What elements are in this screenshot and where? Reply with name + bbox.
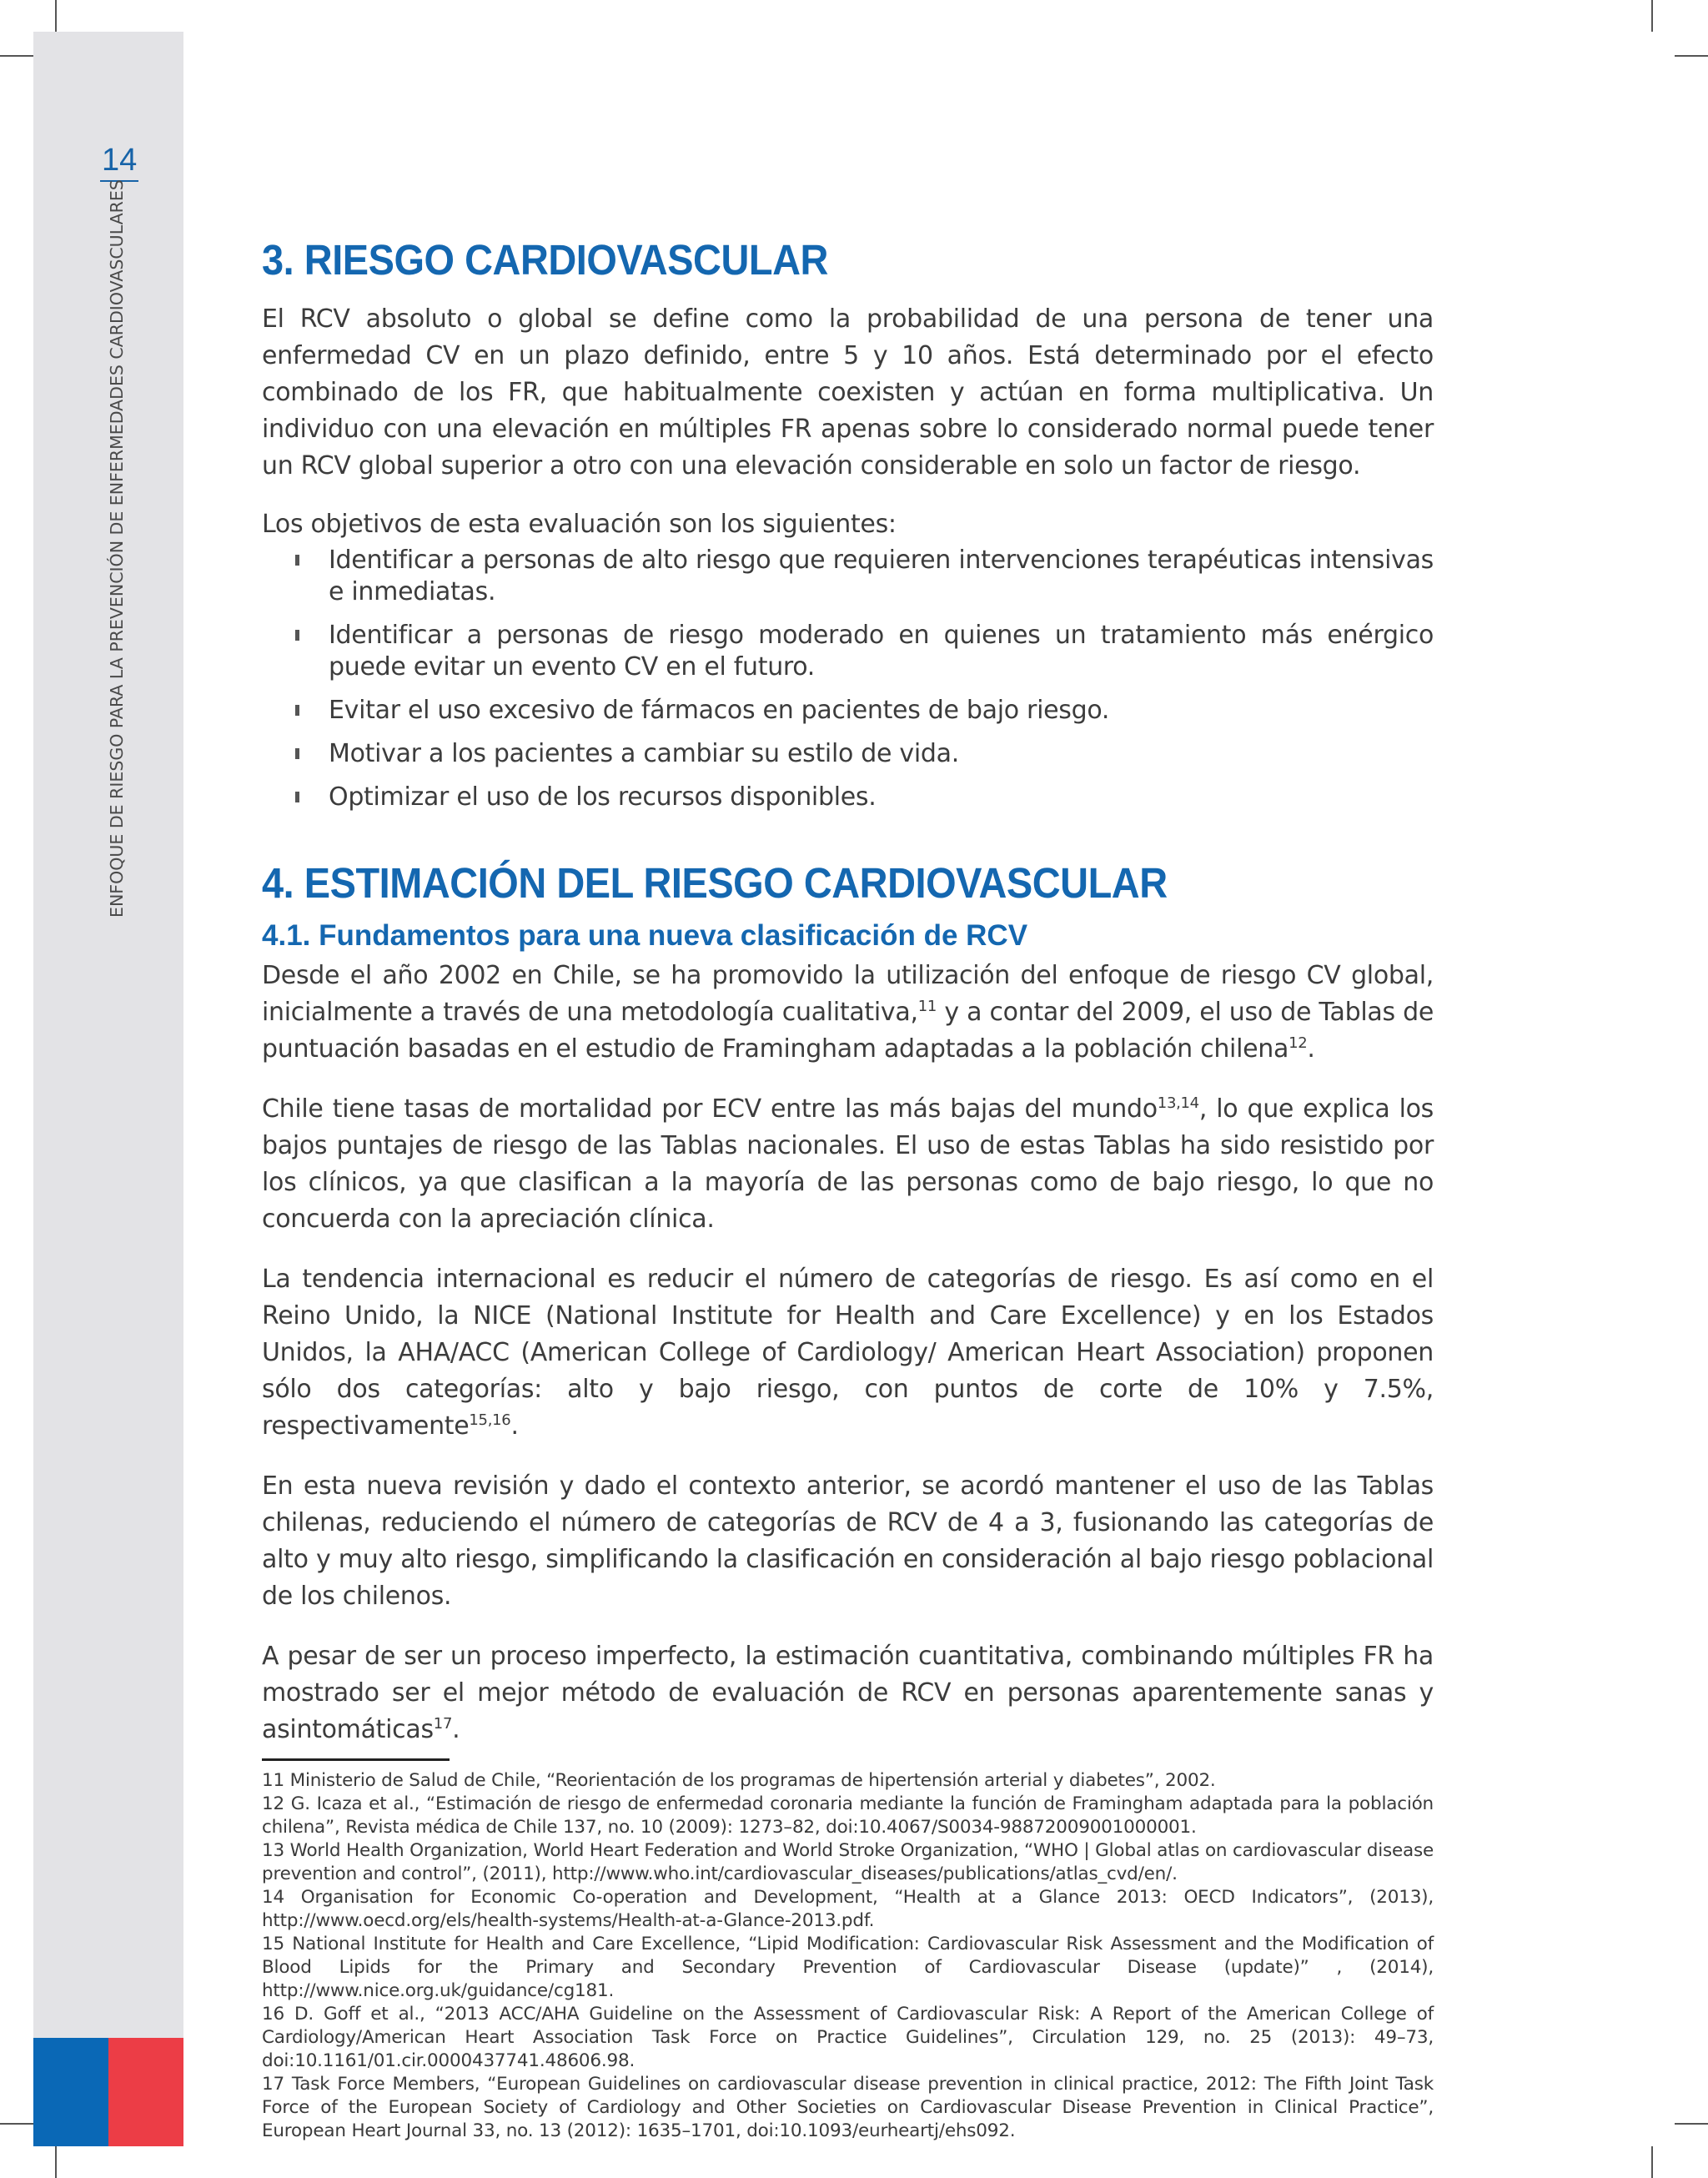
- list-item: Identificar a personas de alto riesgo que requieren intervenciones terapéuticas intensivas e inmediatas.: [262, 545, 1434, 608]
- section-4-heading: 4. ESTIMACIÓN DEL RIESGO CARDIOVASCULAR: [262, 859, 1168, 907]
- footnote: 14 Organisation for Economic Co-operation and Development, “Health at a Glance 2013: OECD Indicators”, (2013), http://www.oecd.org/els/health-systems/Health-at-a-Glance-2013.pdf.: [262, 1887, 1434, 1931]
- section-3-paragraph-2: Los objetivos de esta evaluación son los siguientes:: [262, 510, 897, 539]
- section-3-paragraph-1: El RCV absoluto o global se define como la probabilidad de una persona de tener una enfermedad CV en un plazo definido, entre 5 y 10 años. Está determinado por el efecto combinado de los FR, que habitualmente coexisten y actúan en forma multiplicativa. Un individuo con una elevación en múltiples FR apenas sobre lo considerado normal puede tener un RCV global superior a otro con una elevación considerable en solo un factor de riesgo.: [262, 304, 1434, 480]
- flag-red-block: [108, 2038, 183, 2146]
- crop-mark: [1651, 0, 1653, 32]
- footnote: 11 Ministerio de Salud de Chile, “Reorientación de los programas de hipertensión arterial y diabetes”, 2002.: [262, 1770, 1216, 1791]
- section-4-paragraph-1: Desde el año 2002 en Chile, se ha promovido la utilización del enfoque de riesgo CV global, inicialmente a través de una metodología cualitativa,$^{11}$ y a contar del 2009, el uso de Tablas de puntuación basadas en el estudio de Framingham adaptadas a la población chilena$^{12}$.: [262, 961, 1434, 1064]
- running-header: ENFOQUE DE RIESGO PARA LA PREVENCIÓN DE ENFERMEDADES CARDIOVASCULARES: [107, 179, 127, 918]
- page-number: 14: [100, 140, 138, 182]
- section-3-heading: 3. RIESGO CARDIOVASCULAR: [262, 236, 828, 284]
- section-4-paragraph-3: La tendencia internacional es reducir el número de categorías de riesgo. Es así como en el Reino Unido, la NICE (National Institute for Health and Care Excellence) y en los Estados Unidos, la AHA/ACC (American College of Cardiology/ American Heart Association) proponen sólo dos categorías: alto y bajo riesgo, con puntos de corte de 10% y 7.5%, respectivamente$^{15,16}$.: [262, 1265, 1434, 1441]
- crop-mark: [0, 2123, 33, 2125]
- footnote: 15 National Institute for Health and Care Excellence, “Lipid Modification: Cardiovascular Risk Assessment and the Modification of Blood Lipids for the Primary and Secondary Prevention of Cardiovascular Disease (update)” , (2014), http://www.nice.org.uk/guidance/cg181.: [262, 1934, 1434, 2001]
- flag-blue-block: [33, 2038, 108, 2146]
- section-4-paragraph-5: A pesar de ser un proceso imperfecto, la estimación cuantitativa, combinando múltiples FR ha mostrado ser el mejor método de evaluación de RCV en personas aparentemente sanas y asintomáticas$^{17}$.: [262, 1642, 1434, 1744]
- crop-mark: [0, 55, 33, 57]
- crop-mark: [1675, 55, 1708, 57]
- crop-mark: [1651, 2146, 1653, 2178]
- section-4-1-subheading: 4.1. Fundamentos para una nueva clasificación de RCV: [262, 919, 1028, 952]
- crop-mark: [55, 0, 57, 32]
- main-content: [262, 235, 1434, 2143]
- crop-mark: [1675, 2123, 1708, 2125]
- footnote: 16 D. Goff et al., “2013 ACC/AHA Guideline on the Assessment of Cardiovascular Risk: A Report of the American College of Cardiology/American Heart Association Task Force on Practice Guidelines”, Circulation 129, no. 25 (2013): 49–73, doi:10.1161/01.cir.0000437741.48606.98.: [262, 2004, 1434, 2071]
- list-item: Identificar a personas de riesgo moderado en quienes un tratamiento más enérgico puede evitar un evento CV en el futuro.: [262, 620, 1434, 683]
- list-item: Evitar el uso excesivo de fármacos en pacientes de bajo riesgo.: [262, 695, 1434, 727]
- footnote: 17 Task Force Members, “European Guidelines on cardiovascular disease prevention in clinical practice, 2012: The Fifth Joint Task Force of the European Society of Cardiology and Other Societies on Cardiovascular Disease Prevention in Clinical Practice”, European Heart Journal 33, no. 13 (2012): 1635–1701, doi:10.1093/eurheartj/ehs092.: [262, 2074, 1434, 2141]
- section-4-paragraph-4: En esta nueva revisión y dado el contexto anterior, se acordó mantener el uso de las Tablas chilenas, reduciendo el número de categorías de RCV de 4 a 3, fusionando las categorías de alto y muy alto riesgo, simplificando la clasificación en consideración al bajo riesgo poblacional de los chilenos.: [262, 1471, 1434, 1611]
- list-item: Optimizar el uso de los recursos disponibles.: [262, 782, 1434, 813]
- list-item: Motivar a los pacientes a cambiar su estilo de vida.: [262, 738, 1434, 770]
- crop-mark: [55, 2146, 57, 2178]
- footnote: 12 G. Icaza et al., “Estimación de riesgo de enfermedad coronaria mediante la función de Framingham adaptada para la población chilena”, Revista médica de Chile 137, no. 10 (2009): 1273–82, doi:10.4067/S0034-98872009001000001.: [262, 1793, 1434, 1838]
- footnotes: [262, 1769, 1434, 2143]
- bullet-icon: [295, 792, 299, 802]
- bullet-icon: [295, 705, 299, 716]
- bullet-icon: [295, 630, 299, 641]
- objectives-list: [262, 545, 1434, 813]
- section-4-paragraph-2: Chile tiene tasas de mortalidad por ECV entre las más bajas del mundo$^{13,14}$, lo que explica los bajos puntajes de riesgo de las Tablas nacionales. El uso de estas Tablas ha sido resistido por los clínicos, ya que clasifican a la mayoría de las personas como de bajo riesgo, lo que no concuerda con la apreciación clínica.: [262, 1094, 1434, 1234]
- bullet-icon: [295, 555, 299, 566]
- footnote: 13 World Health Organization, World Heart Federation and World Stroke Organization, “WHO | Global atlas on cardiovascular disease prevention and control”, (2011), http://www.who.int/cardiovascular_diseases/publications/atlas_cvd/en/.: [262, 1840, 1434, 1884]
- bullet-icon: [295, 748, 299, 759]
